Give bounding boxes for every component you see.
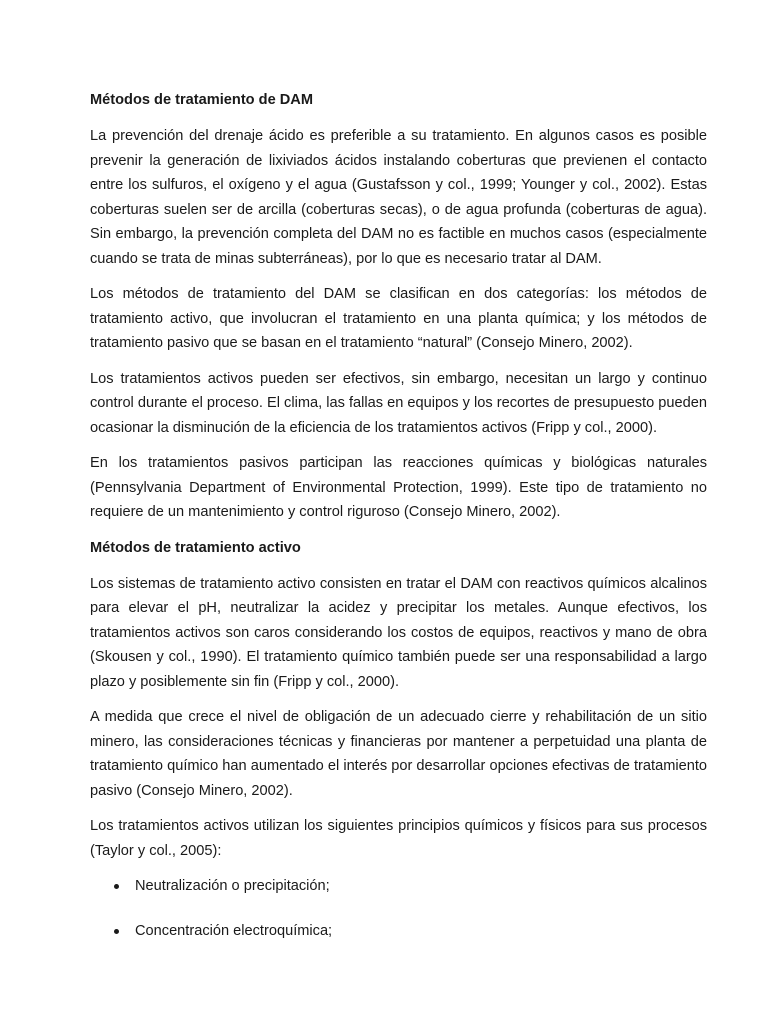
list-item: [90, 919, 707, 943]
section-heading: Métodos de tratamiento de DAM: [90, 92, 313, 108]
paragraph-closure: A medida que crece el nivel de obligación de un adecuado cierre y rehabilitación de un sitio minero, las consideraciones técnicas y financieras por mantener a perpetuidad una planta de tratamiento químico han aumentado el interés por desarrollar opciones efectivas de tratamiento pasivo (Consejo Minero, 2002).: [90, 709, 707, 799]
paragraph-passive: En los tratamientos pasivos participan las reacciones químicas y biológicas naturales (Pennsylvania Department of Environmental Protection, 1999). Este tipo de tratamiento no requiere de un mantenimiento y control riguroso (Consejo Minero, 2002).: [90, 455, 707, 520]
paragraph-active-control: Los tratamientos activos pueden ser efectivos, sin embargo, necesitan un largo y continuo control durante el proceso. El clima, las fallas en equipos y los recortes de presupuesto pueden ocasionar la disminución de la eficiencia de los tratamientos activos (Fripp y col., 2000).: [90, 370, 707, 436]
list-item: [90, 874, 707, 898]
subsection-heading: Métodos de tratamiento activo: [90, 539, 301, 556]
list-item-text: Concentración electroquímica;: [135, 923, 333, 939]
document-page: [90, 88, 707, 964]
principles-list: [90, 874, 707, 943]
list-item-text: Neutralización o precipitación;: [135, 878, 330, 894]
bullet-icon: [114, 929, 119, 934]
paragraph-prevention: La prevención del drenaje ácido es preferible a su tratamiento. En algunos casos es posible prevenir la generación de lixiviados ácidos instalando coberturas que previenen el contacto entre los sulfuros, el oxígeno y el agua (Gustafsson y col., 1999; Younger y col., 2002). Estas coberturas suelen ser de arcilla (coberturas secas), o de agua profunda (coberturas de agua). Sin embargo, la prevención completa del DAM no es factible en muchos casos (especialmente cuando se trata de minas subterráneas), por lo que es necesario tratar al DAM.: [90, 128, 707, 267]
paragraph-principles: Los tratamientos activos utilizan los siguientes principios químicos y físicos para sus procesos (Taylor y col., 2005):: [90, 818, 707, 859]
paragraph-classification: Los métodos de tratamiento del DAM se clasifican en dos categorías: los métodos de tratamiento activo, que involucran el tratamiento en una planta química; y los métodos de tratamiento pasivo que se basan en el tratamiento “natural” (Consejo Minero, 2002).: [90, 286, 707, 351]
paragraph-active-systems: Los sistemas de tratamiento activo consisten en tratar el DAM con reactivos químicos alcalinos para elevar el pH, neutralizar la acidez y precipitar los metales. Aunque efectivos, los tratamientos activos son caros considerando los costos de equipos, reactivos y mano de obra (Skousen y col., 1990). El tratamiento químico también puede ser una responsabilidad a largo plazo y posiblemente sin fin (Fripp y col., 2000).: [90, 575, 707, 690]
bullet-icon: [114, 884, 119, 889]
